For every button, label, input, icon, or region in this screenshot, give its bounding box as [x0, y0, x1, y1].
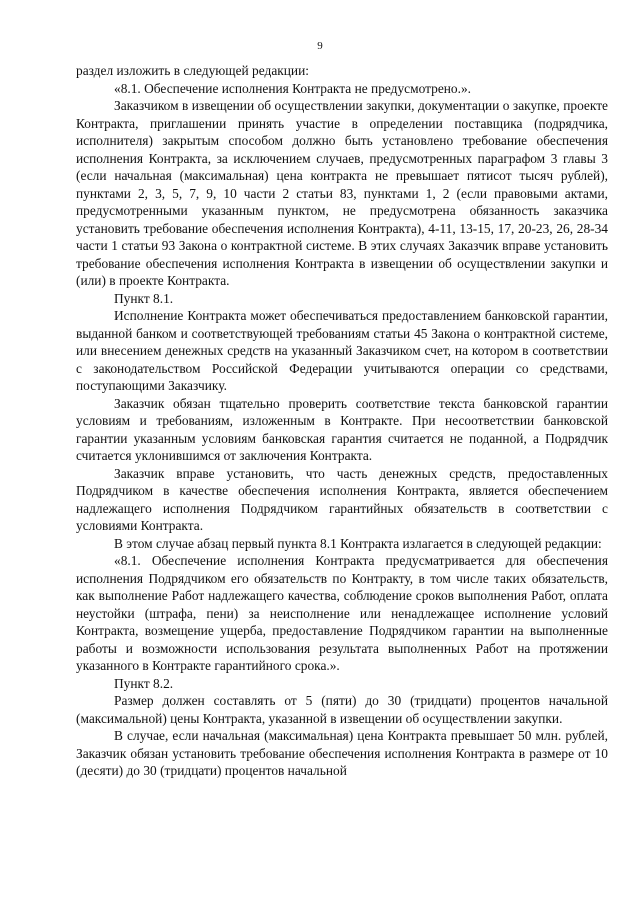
paragraph: «8.1. Обеспечение исполнения Контракта предусматривается для обеспечения исполнения Подрядчиком его обязательств по Контракту, в том числе таких обязательств, как выполнение Работ надлежащего качества, соблюдение сроков выполнения Работ, оплата неустойки (штрафа, пени) за неисполнение или ненадлежащее исполнение условий Контракта, возмещение ущерба, предоставление Подрядчиком гарантии на выполненные работы и возможности использования результата выполненных Работ на протяжении указанного в Контракте гарантийного срока.».	[76, 553, 608, 673]
paragraph: Заказчиком в извещении об осуществлении закупки, документации о закупке, проекте Контракта, приглашении принять участие в определении поставщика (подрядчика, исполнителя) закрытым способом должно быть установлено требование обеспечения исполнения Контракта, за исключением случаев, предусмотренных параграфом 3 главы 3 (если начальная (максимальная) цена контракта не превышает пятисот тысяч рублей), пунктами 2, 3, 5, 7, 9, 10 части 2 статьи 83, пунктами 1, 2 (если правовыми актами, предусмотренными указанным пунктом, не предусмотрена обязанность заказчика установить требование обеспечения исполнения Контракта), 4-11, 13-15, 17, 20-23, 26, 28-34 части 1 статьи 93 Закона о контрактной системе. В этих случаях Заказчик вправе установить требование обеспечения исполнения Контракта в извещении об осуществлении закупки и (или) в проекте Контракта.	[76, 98, 608, 288]
paragraph: Заказчик вправе установить, что часть денежных средств, предоставленных Подрядчиком в качестве обеспечения исполнения Контракта, является обеспечением надлежащего исполнения Подрядчиком гарантийных обязательств в соответствии с условиями Контракта.	[76, 465, 608, 533]
paragraph: Исполнение Контракта может обеспечиваться предоставлением банковской гарантии, выданной банком и соответствующей требованиям статьи 45 Закона о контрактной системе, или внесением денежных средств на указанный Заказчиком счет, на котором в соответствии с законодательством Российской Федерации учитываются операции со средствами, поступающими Заказчику.	[76, 308, 608, 393]
paragraph: раздел изложить в следующей редакции:	[76, 63, 309, 78]
paragraph: «8.1. Обеспечение исполнения Контракта не предусмотрено.».	[114, 80, 472, 96]
section-heading: Пункт 8.2.	[114, 675, 174, 691]
paragraph: Размер должен составлять от 5 (пяти) до 30 (тридцати) процентов начальной (максимальной) цены Контракта, указанной в извещении об осуществлении закупки.	[76, 693, 608, 726]
document-body	[76, 62, 608, 780]
paragraph: В случае, если начальная (максимальная) цена Контракта превышает 50 млн. рублей, Заказчик обязан установить требование обеспечения исполнения Контракта в размере от 10 (десяти) до 30 (тридцати) процентов начальной	[76, 728, 608, 778]
paragraph: В этом случае абзац первый пункта 8.1 Контракта излагается в следующей редакции:	[114, 535, 602, 551]
page-number: 9	[317, 40, 323, 52]
section-heading: Пункт 8.1.	[114, 290, 174, 306]
paragraph: Заказчик обязан тщательно проверить соответствие текста банковской гарантии условиям и требованиям, изложенным в Контракте. При несоответствии банковской гарантии указанным условиям банковская гарантия считается не поданной, а Подрядчик считается уклонившимся от заключения Контракта.	[76, 395, 608, 463]
